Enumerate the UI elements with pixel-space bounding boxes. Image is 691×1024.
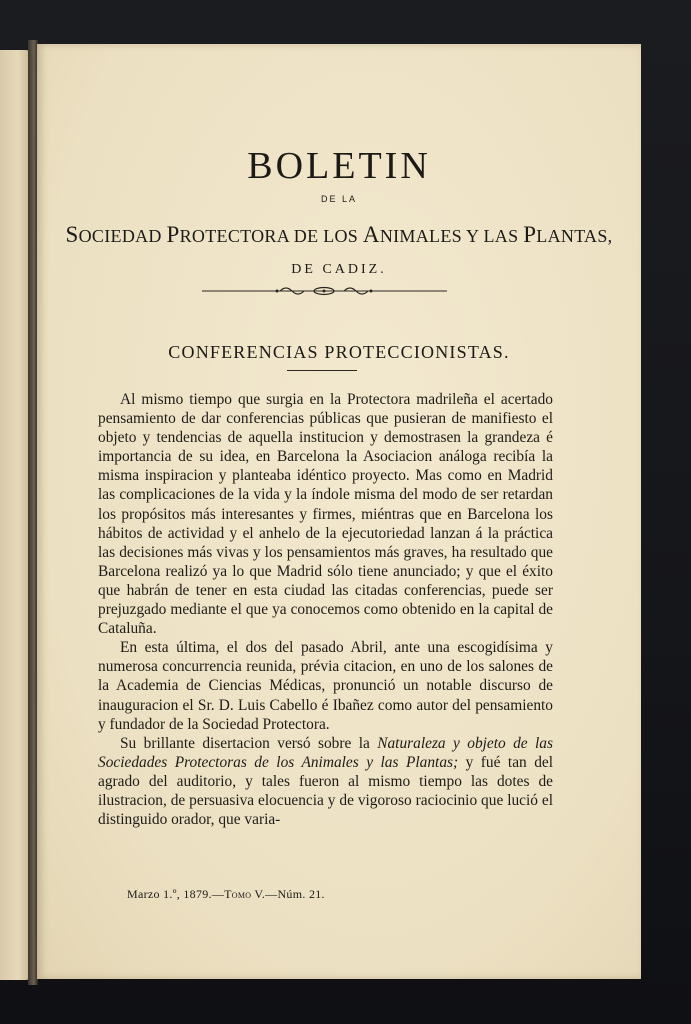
society-initial: P	[166, 222, 180, 247]
footer-issue: V.—Núm. 21.	[251, 887, 325, 901]
society-word: ROTECTORA DE LOS	[179, 226, 363, 246]
journal-title: BOLETIN	[247, 145, 431, 187]
city-line: DE CADIZ.	[291, 262, 387, 277]
society-initial: P	[523, 222, 537, 247]
paragraph-text: y fué tan del agrado del auditorio, y tales fueron al mismo tiempo las dotes de ilustracion, de persuasiva elocuencia y de vigoroso raciocinio que lució el distinguido orador, que varia-	[98, 753, 554, 829]
footer-date: Marzo 1.º, 1879.—	[127, 887, 225, 901]
society-word: OCIEDAD	[78, 226, 167, 246]
society-initial: A	[362, 222, 380, 247]
facing-page-edge	[0, 50, 30, 980]
paragraph-text: Su brillante disertacion versó sobre la	[120, 734, 378, 752]
ornamental-rule	[202, 284, 447, 298]
paragraph: Al mismo tiempo que surgia en la Protectora madrileña el acertado pensamiento de dar conferencias públicas que pusieran de manifiesto el objeto y tendencias de aquella institucion y demostrasen la grandeza é importancia de su idea, en Barcelona la Asociacion análoga recibía la misma inspiracion y planteaba idéntico proyecto. Mas como en Madrid las complicaciones de la vida y la índole misma del modo de ser retardan los propósitos más interesantes y firmes, miéntras que en Barcelona los hábitos de actividad y el anhelo de la ejecutoriedad lanzan á la práctica las decisiones más vivas y los pensamientos más graves, ha resultado que Barcelona realizó ya lo que Madrid sólo tiene anunciado; y que el éxito que habrán de tener en esta ciudad las citadas conferencias, puede ser prejuzgado mediante el que ya conocemos como obtenido en la capital de Cataluña.	[98, 391, 553, 638]
paragraph-italic-title: Naturaleza y objeto de las Sociedades Protectoras de los Animales y las Plantas;	[98, 734, 553, 771]
document-page	[37, 44, 641, 979]
society-word: LANTAS,	[536, 226, 613, 246]
footer-tomo: Tomo	[224, 887, 252, 901]
page-footer	[127, 887, 325, 902]
society-word: NIMALES Y LAS	[379, 226, 524, 246]
society-initial: S	[65, 222, 79, 247]
paragraph	[98, 734, 553, 829]
title-connector: DE LA	[320, 194, 357, 204]
article-heading: CONFERENCIAS PROTECCIONISTAS.	[168, 342, 510, 362]
paragraph: En esta última, el dos del pasado Abril, ante una escogidísima y numerosa concurrencia reunida, prévia citacion, en uno de los salones de la Academia de Ciencias Médicas, pronunció un notable discurso de inauguracion el Sr. D. Luis Cabello é Ibañez como autor del pensamiento y fundador de la Sociedad Protectora.	[98, 639, 553, 733]
article-body	[98, 390, 553, 829]
heading-rule	[287, 370, 357, 371]
society-name	[37, 222, 641, 248]
